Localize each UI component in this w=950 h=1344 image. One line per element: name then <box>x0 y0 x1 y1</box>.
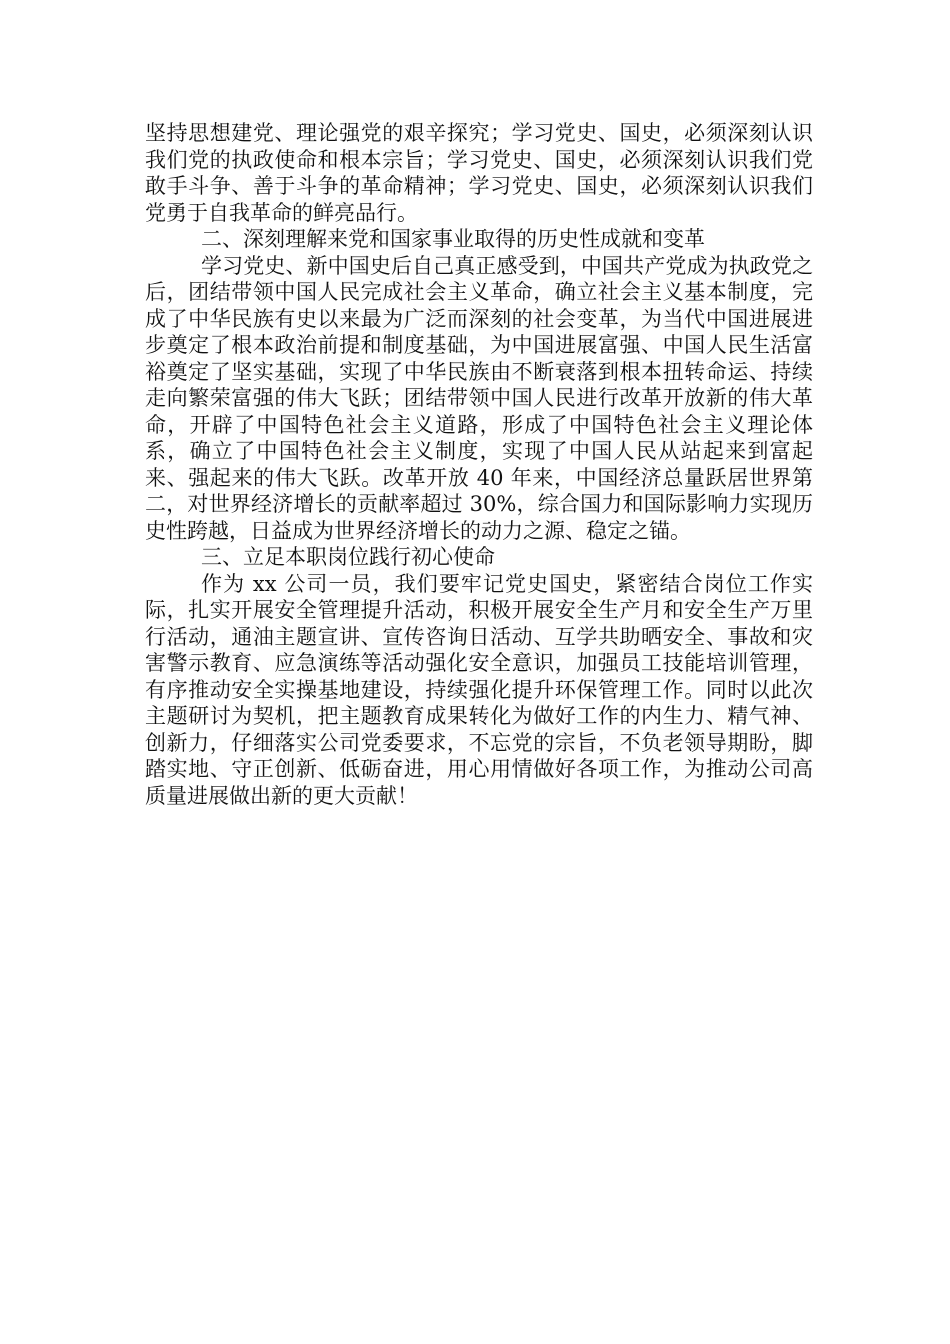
paragraph-section-2: 学习党史、新中国史后自己真正感受到，中国共产党成为执政党之后，团结带领中国人民完成社会主义革命，确立社会主义基本制度，完成了中华民族有史以来最为广泛而深刻的社会变革，为当代中国进展进步奠定了根本政治前提和制度基础，为中国进展富强、中国人民生活富裕奠定了坚实基础，实现了中华民族由不断衰落到根本扭转命运、持续走向繁荣富强的伟大飞跃；团结带领中国人民进行改革开放新的伟大革命，开辟了中国特色社会主义道路，形成了中国特色社会主义理论体系，确立了中国特色社会主义制度，实现了中国人民从站起来到富起来、强起来的伟大飞跃。改革开放 40 年来，中国经济总量跃居世界第二，对世界经济增长的贡献率超过 30%，综合国力和国际影响力实现历史性跨越，日益成为世界经济增长的动力之源、稳定之锚。 <box>145 253 813 543</box>
section-heading-3: 三、立足本职岗位践行初心使命 <box>201 545 495 569</box>
section-heading-2: 二、深刻理解来党和国家事业取得的历史性成就和变革 <box>201 227 705 251</box>
paragraph-intro: 坚持思想建党、理论强党的艰辛探究；学习党史、国史，必须深刻认识我们党的执政使命和根本宗旨；学习党史、国史，必须深刻认识我们党敢手斗争、善于斗争的革命精神；学习党史、国史，必须深刻认识我们党勇于自我革命的鲜亮品行。 <box>145 121 813 225</box>
document-body <box>145 120 813 809</box>
paragraph-section-3: 作为 xx 公司一员，我们要牢记党史国史，紧密结合岗位工作实际，扎实开展安全管理提升活动，积极开展安全生产月和安全生产万里行活动，通油主题宣讲、宣传咨询日活动、互学共助晒安全、事故和灾害警示教育、应急演练等活动强化安全意识，加强员工技能培训管理，有序推动安全实操基地建设，持续强化提升环保管理工作。同时以此次主题研讨为契机，把主题教育成果转化为做好工作的内生力、精气神、创新力，仔细落实公司党委要求，不忘党的宗旨，不负老领导期盼，脚踏实地、守正创新、低砺奋进，用心用情做好各项工作，为推动公司高质量进展做出新的更大贡献！ <box>145 571 813 808</box>
